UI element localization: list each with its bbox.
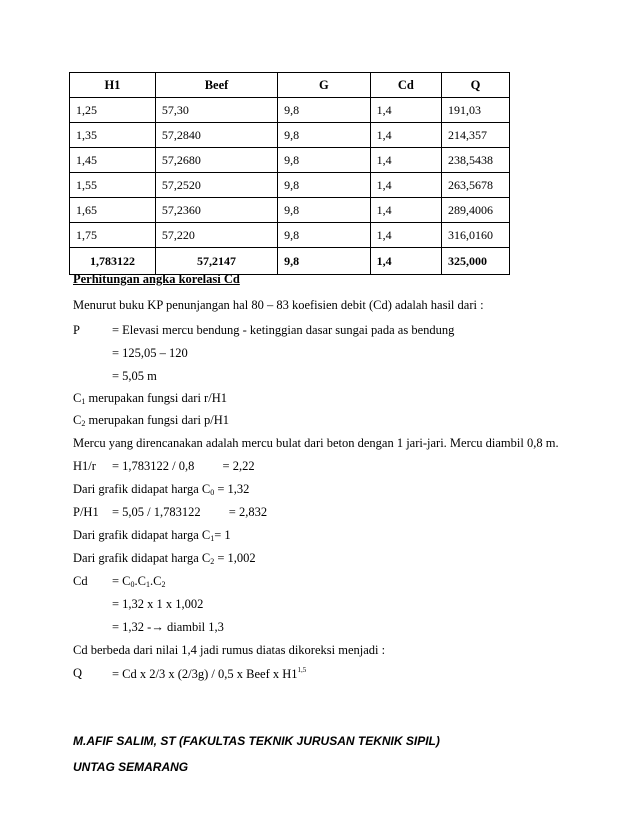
c2-line [73,413,229,428]
footer-institution: UNTAG SEMARANG [73,760,189,774]
cell-g: 9,8 [278,148,370,173]
cell-h1: 1,55 [70,173,156,198]
cell-q: 191,03 [442,98,510,123]
table-row [70,223,510,248]
p-label: P [73,323,80,337]
mercu-text: Mercu yang direncanakan adalah mercu bulat dari beton dengan 1 jari-jari. Mercu diambil 0,8 m. [73,436,559,450]
cd-dot2: .C [149,574,162,588]
cell-h1: 1,65 [70,198,156,223]
cell-cd: 1,4 [370,223,441,248]
header-beef: Beef [155,73,277,98]
cd-eq [112,574,165,589]
koreksi-text: Cd berbeda dari nilai 1,4 jadi rumus diatas dikoreksi menjadi : [73,643,386,657]
cell-q: 289,4006 [442,198,510,223]
p-eq-1: = Elevasi mercu bendung - ketinggian dasar sungai pada as bendung [112,323,455,337]
table-row [70,123,510,148]
c2-sub: 2 [81,419,86,428]
cell-beef: 57,30 [155,98,277,123]
c1-line [73,391,227,406]
c1-text: merupakan fungsi dari r/H1 [85,391,227,405]
h1r-label: H1/r [73,459,96,473]
cell-q: 214,357 [442,123,510,148]
cd-line3-pre: = 1,32 - [112,620,152,634]
p-eq-2: = 125,05 – 120 [112,346,188,360]
cd-line3-post: diambil 1,3 [163,620,224,634]
ph1-label: P/H1 [73,505,99,519]
h1r-line [73,459,255,474]
c0-line [73,482,249,497]
q-formula: = Cd x 2/3 x (2/3g) / 0,5 x Beef x H1 [112,667,298,681]
table-header-row [70,73,510,98]
cell-beef: 57,220 [155,223,277,248]
cell-h1: 1,783122 [70,248,156,275]
cell-q: 238,5438 [442,148,510,173]
h1r-value: = 1,783122 / 0,8 = 2,22 [112,459,255,473]
cell-beef: 57,2520 [155,173,277,198]
cell-q: 263,5678 [442,173,510,198]
cd-line-1 [73,574,166,589]
cell-h1: 1,45 [70,148,156,173]
arrow-right-icon: → [151,620,164,634]
data-table [69,72,510,275]
cd-sub1: 1 [145,580,150,589]
c1-sub: 1 [81,397,86,406]
ph1-value: = 5,05 / 1,783122 = 2,832 [112,505,268,519]
c2-text: merupakan fungsi dari p/H1 [85,413,230,427]
table-final-row [70,248,510,275]
cell-g: 9,8 [278,248,370,275]
table-row [70,148,510,173]
table-row [70,98,510,123]
p-eq-3: = 5,05 m [112,369,157,383]
cell-q: 316,0160 [442,223,510,248]
cd-dot1: .C [134,574,146,588]
cell-cd: 1,4 [370,123,441,148]
header-g: G [278,73,370,98]
cell-beef: 57,2360 [155,198,277,223]
c1-value-line [73,528,231,543]
table-row [70,198,510,223]
cd-eq-pre: = C [112,574,131,588]
c2-value-line [73,551,256,566]
p-line-1 [73,323,455,338]
ph1-line [73,505,268,520]
c1-pre: C [73,391,82,405]
c1v-sub: 1 [210,534,215,543]
cell-g: 9,8 [278,98,370,123]
c2v-sub: 2 [210,557,215,566]
cell-cd: 1,4 [370,248,441,275]
c2v-value: = 1,002 [214,551,256,565]
cell-g: 9,8 [278,123,370,148]
cell-h1: 1,75 [70,223,156,248]
cell-q: 325,000 [442,248,510,275]
cell-g: 9,8 [278,173,370,198]
cell-cd: 1,4 [370,173,441,198]
table-row [70,173,510,198]
q-label: Q [73,666,83,680]
header-cd: Cd [370,73,441,98]
section-heading: Perhitungan angka korelasi Cd [73,272,240,286]
cd-label: Cd [73,574,88,588]
c2-pre: C [73,413,82,427]
cell-h1: 1,25 [70,98,156,123]
cd-line-3 [112,620,224,635]
cell-beef: 57,2680 [155,148,277,173]
cell-g: 9,8 [278,223,370,248]
header-h1: H1 [70,73,156,98]
cell-cd: 1,4 [370,148,441,173]
cd-sub0: 0 [130,580,135,589]
cd-sub2: 2 [161,580,166,589]
footer-author: M.AFIF SALIM, ST (FAKULTAS TEKNIK JURUSAN TEKNIK SIPIL) [73,734,440,748]
c1v-text: Dari grafik didapat harga C [73,528,211,542]
cell-cd: 1,4 [370,198,441,223]
q-line [73,666,307,681]
header-q: Q [442,73,510,98]
c1v-value: = 1 [214,528,231,542]
q-formula-wrap [112,666,306,682]
cell-h1: 1,35 [70,123,156,148]
cell-beef: 57,2147 [155,248,277,275]
c0-sub: 0 [210,488,215,497]
cell-g: 9,8 [278,198,370,223]
c0-text: Dari grafik didapat harga C [73,482,211,496]
q-sup: 1,5 [297,666,307,674]
c0-value: = 1,32 [214,482,250,496]
c2v-text: Dari grafik didapat harga C [73,551,211,565]
intro-text: Menurut buku KP penunjangan hal 80 – 83 koefisien debit (Cd) adalah hasil dari : [73,298,484,312]
cell-beef: 57,2840 [155,123,277,148]
cd-line-2: = 1,32 x 1 x 1,002 [112,597,204,611]
cell-cd: 1,4 [370,98,441,123]
